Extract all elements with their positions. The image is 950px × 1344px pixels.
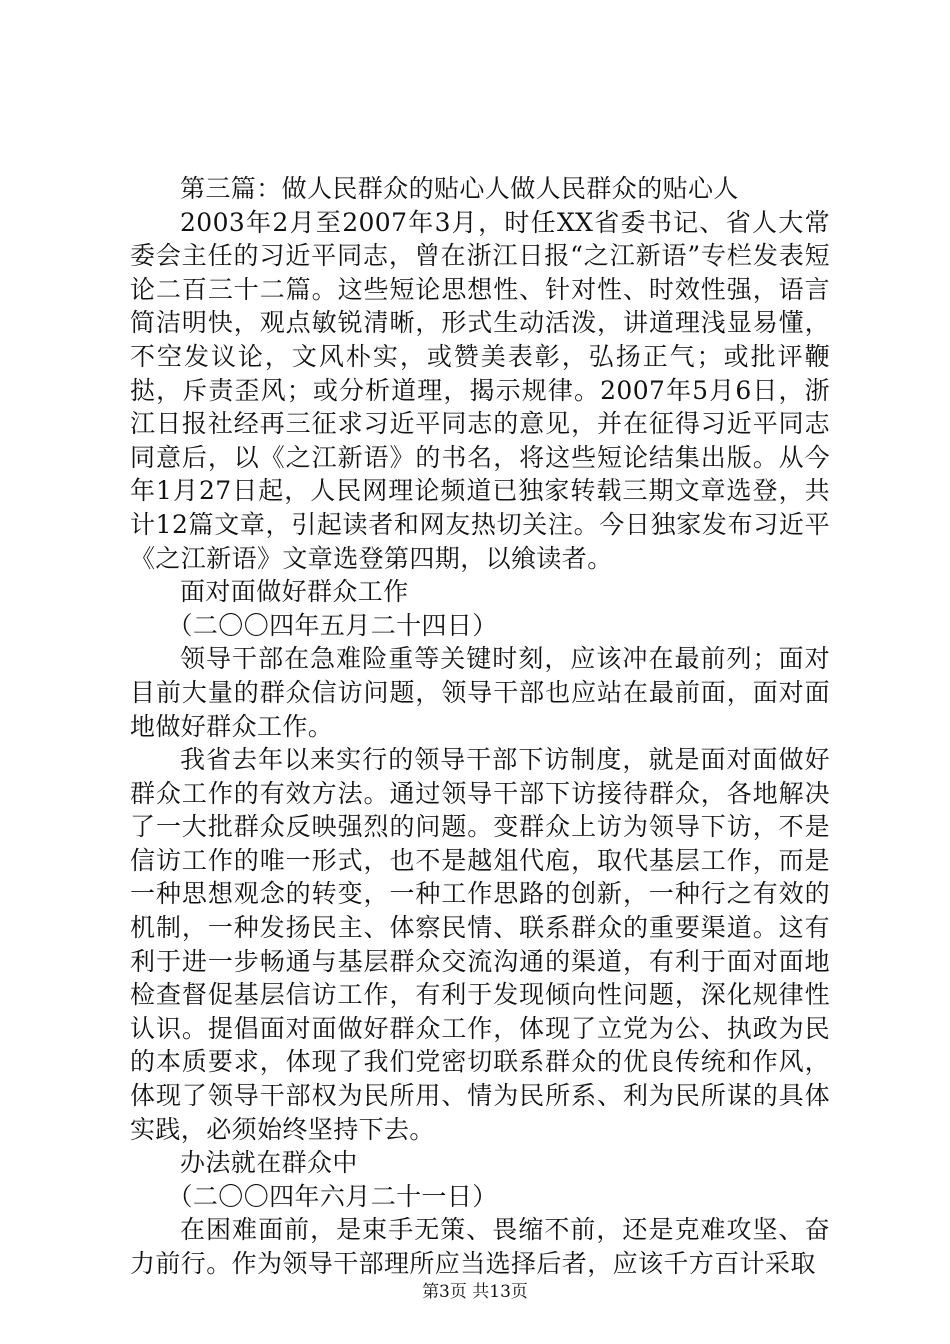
- body-paragraph-3: 在困难面前，是束手无策、畏缩不前，还是克难攻坚、奋力前行。作为领导干部理所应当选择后者，应该千方百计采取: [130, 1215, 830, 1278]
- document-body: [130, 172, 830, 1281]
- section-date-1: （二〇〇四年五月二十四日）: [167, 610, 498, 640]
- section-heading-2: 办法就在群众中: [180, 1148, 358, 1178]
- section-heading-1: 面对面做好群众工作: [180, 577, 409, 607]
- body-paragraph-1: 领导干部在急难险重等关键时刻，应该冲在最前列；面对目前大量的群众信访问题，领导干部也应站在最前面，面对面地做好群众工作。: [130, 644, 830, 741]
- article-title: 第三篇：做人民群众的贴心人做人民群众的贴心人: [180, 174, 739, 203]
- intro-paragraph: 2003年2月至2007年3月，时任XX省委书记、省人大常委会主任的习近平同志，曾在浙江日报“之江新语”专栏发表短论二百三十二篇。这些短论思想性、针对性、时效性强，语言简洁明快，观点敏锐清晰，形式生动活泼，讲道理浅显易懂，不空发议论，文风朴实，或赞美表彰，弘扬正气；或批评鞭挞，斥责歪风；或分析道理，揭示规律。2007年5月6日，浙江日报社经再三征求习近平同志的意见，并在征得习近平同志同意后，以《之江新语》的书名，将这些短论结集出版。从今年1月27日起，人民网理论频道已独家转载三期文章选登，共计12篇文章，引起读者和网友热切关注。今日独家发布习近平《之江新语》文章选登第四期，以飨读者。: [130, 207, 830, 573]
- page-number-footer: 第3页 共13页: [422, 1282, 528, 1302]
- body-paragraph-2: 我省去年以来实行的领导干部下访制度，就是面对面做好群众工作的有效方法。通过领导干部下访接待群众，各地解决了一大批群众反映强烈的问题。变群众上访为领导下访，不是信访工作的唯一形式，也不是越俎代庖，取代基层工作，而是一种思想观念的转变，一种工作思路的创新，一种行之有效的机制，一种发扬民主、体察民情、联系群众的重要渠道。这有利于进一步畅通与基层群众交流沟通的渠道，有利于面对面地检查督促基层信访工作，有利于发现倾向性问题，深化规律性认识。提倡面对面做好群众工作，体现了立党为公、执政为民的本质要求，体现了我们党密切联系群众的优良传统和作风，体现了领导干部权为民所用、情为民所系、利为民所谋的具体实践，必须始终坚持下去。: [130, 745, 830, 1144]
- section-date-2: （二〇〇四年六月二十一日）: [167, 1181, 498, 1211]
